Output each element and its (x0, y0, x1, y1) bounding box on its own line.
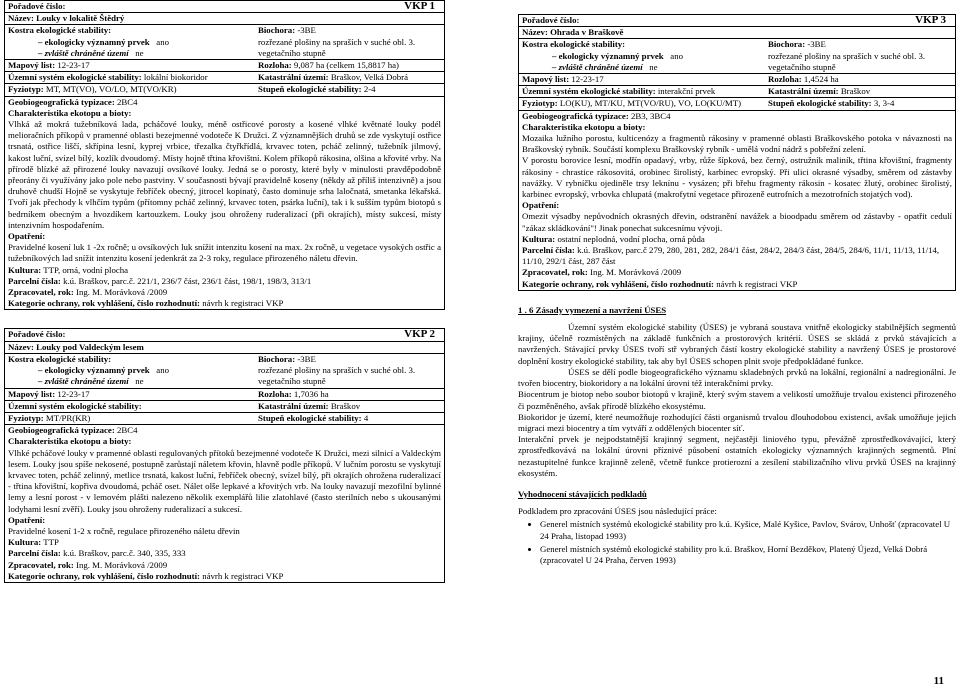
biochora-value: -3BE (297, 25, 316, 36)
section-paragraph-6: Podkladem pro zpracování ÚSES jsou následující práce: (518, 506, 717, 517)
prvek-value: ano (156, 365, 169, 376)
chranene-value: ne (649, 61, 658, 72)
label-geobio: Geobiogeografická typizace: (8, 425, 115, 436)
uses-value: lokální biokoridor (143, 72, 208, 83)
label-kat: Katastrální území: (258, 72, 329, 83)
label-nazev: Název: (522, 27, 548, 38)
prvek-value: ano (670, 50, 683, 61)
kultura-value: TTP (43, 537, 59, 548)
label-fyziotyp: Fyziotyp: (8, 84, 44, 95)
label-zpracovatel: Zpracovatel, rok: (8, 559, 74, 570)
geobio-row (519, 111, 955, 122)
section-paragraph-5: Interakční prvek je nejpodstatnější krajinný segment, nejčastěji liniového typu, převážně zprostředkovávající, který zprostředkovává na lokální úrovni příznivé působení ostatních ekologicky významných krajinných segmentů. Plní nezastupitelné funkce krajinně zeleně, včetně funkce protierozní a zesílení stabilizačního vlivu prvků ÚSES na krajinný ekosystém. (518, 434, 956, 478)
label-chranene: – zvláště chráněné území (38, 376, 129, 387)
uses-value: interakční prvek (657, 86, 716, 97)
label-prvek: – ekologicky významný prvek (552, 50, 664, 61)
fyziotyp-value: MT/PR(KR) (45, 412, 91, 423)
label-kultura: Kultura: (8, 264, 42, 275)
label-mapovy: Mapový list: (522, 74, 570, 85)
section-title: 1 . 6 Zásady vymezení a navržení ÚSES (518, 304, 667, 315)
rozloha-value: 1,7036 ha (293, 388, 329, 399)
nazev-value: Louky pod Valdeckým lesem (36, 341, 144, 352)
section-1-6 (518, 305, 956, 566)
mapovy-row (5, 389, 444, 401)
opatreni-text: Pravidelné kosení 1-2 x ročně, regulace přirozeného náletu dřevin (8, 525, 240, 536)
chranene-value: ne (135, 376, 144, 387)
geobio-value: 2B3, 3BC4 (630, 110, 671, 121)
source-list (534, 519, 956, 566)
rozloha-value: 1,4524 ha (803, 74, 839, 85)
parcelni-value: k.ú. Braškov, parc.č 279, 280, 281, 282, 284/1 část, 284/2, 284/3 část, 284/5, 284/6, 11/1, 11/13, 11/14, 11/10, 292/1 část, 287 část (522, 245, 940, 267)
section-paragraph-3: Biocentrum je biotop nebo soubor biotopů v krajině, který svým stavem a velikostí umožňuje trvalou existenci přirozeného či pozměněného, avšak přírodě blízkého ekosystému. (518, 389, 956, 411)
label-opatreni: Opatření: (8, 231, 46, 242)
parcelni-value: k.ú. Braškov, parc.č. 340, 335, 333 (63, 548, 186, 559)
kostra-block (5, 354, 444, 389)
label-kultura: Kultura: (8, 537, 42, 548)
vkp-card-1 (4, 0, 445, 310)
label-opatreni: Opatření: (8, 514, 46, 525)
zpracovatel-value: Ing. M. Morávková /2009 (590, 267, 682, 278)
section-paragraph-1: Územní systém ekologické stability (ÚSES) je vybraná soustava vnitřně ekologicky stabilnějších segmentů krajiny, účelně rozmístěných na základě funkčních a prostorových kritérií. ÚSES se skládá z prvků stávajících a navržených. Stávající prvky ÚSES tvoří stř vybraných částí kostry ekologické stability a navržený ÚSES je prostorové doplnění kostry ekologické stability, tak aby byl ÚSES schopen plnit svoje předpokládané funkce. (518, 322, 956, 366)
label-fyziotyp: Fyziotyp: (8, 412, 44, 423)
label-kostra: Kostra ekologické stability: (522, 39, 626, 50)
card-name (519, 27, 955, 39)
geobio-row (5, 97, 444, 108)
label-nazev: Název: (8, 341, 34, 352)
biochora-text: rozřezané plošiny na spraších v suché obl. 3. vegetačního stupně (768, 50, 926, 72)
prvek-value: ano (156, 36, 169, 47)
label-prvek: – ekologicky významný prvek (38, 36, 150, 47)
label-zpracovatel: Zpracovatel, rok: (8, 287, 74, 298)
label-fyziotyp: Fyziotyp: (522, 98, 558, 109)
kultura-value: ostatní neplodná, vodní plocha, orná půda (557, 233, 705, 244)
section-paragraph-2: ÚSES se dělí podle biogeografického významu skladebných prvků na lokální, regionální a nadregionální. Je tvořen biocentry, biokoridory a na lokální úrovni též interakčními prvky. (518, 366, 956, 389)
mapovy-row (5, 60, 444, 72)
uses-row (519, 86, 955, 98)
label-uses: Územní systém ekologické stability: (8, 400, 142, 411)
label-poradove: Pořadové číslo: (522, 15, 580, 25)
label-uses: Územní systém ekologické stability: (522, 86, 656, 97)
list-item: • Generel místních systémů ekologické stability pro k.ú. Kyšice, Malé Kyšice, Pavlov, Svárov, Unhošť (zpracovatel U 24 Praha, listopad 1993) (540, 519, 956, 541)
charakteristika-text: Mozaika lužního porostu, kulticenózy a fragmentů rákosiny v pramenné oblasti Braškovského potoka v návaznosti na Braškovský rybník. Součástí komplexu Braškovský rybník - umělá vodní nádrž s pobřežní zelení. (522, 133, 952, 155)
charakteristika-text: Vlhká až mokrá tužebníková lada, pcháčové louky, méně ostřicové porosty a kosené vlhké květnaté louky podél melioračních příkopů v pramenné oblasti bezejmenné vodoteče K Družci. Z významnějších druhů se zde vyskytují ostřice trsnatá, ostřice liščí, skřípina lesní, kyprej vrbice, třezalka čtyřkřídlá, krvavec toten, pcháč zelinný, tužebník jilmový, kakost luční, svízel bílý, kozlík dvoudomý. Místy hojně třtina křovištní. Kolem příkopů rákosina, olšina a křovité vrby. Na přírodě blízké až přirozené louky navazují ovsíkové louky. Jedná se o porosty, které byly v minulosti pravděpodobně přeorány či využívány jako pole nebo pastviny. V současnosti bývají pravidelně koseny (někdy až příliš intenzivně) a jsou druhově chudší Hojně se vyskytuje řebříček obecný, jitrocel kopinatý, často dominuje srha laločnatá, smetanka lékařská. Tvoří jak přechody k vlhčím typům (přítomny pcháč zelinný, krvavec toten, psárka luční), tak i k sušším typům biotopů s bedrníkem obecným a hvozdíkem kartouzkem. Louky jsou ohroženy ruderalizací (při okrajích), místy sukcesí, místy intenzivním hospodařením. (8, 119, 441, 230)
label-poradove: Pořadové číslo: (8, 1, 66, 11)
label-stupen: Stupeň ekologické stability: (258, 84, 362, 95)
mapovy-row (519, 74, 955, 86)
card-header (5, 329, 444, 341)
zpracovatel-value: Ing. M. Morávková /2009 (76, 559, 168, 570)
charakteristika-text-2: V porostu borovice lesní, modřín opadavý, vrby, růže šípková, bez černý, ostružník maliník, třtina křovištní, fragmenty rákosiny - chrastice rákosovitá, orobinec širolistý, karbinec evropský. Při ulici okrasné výsadby, směrem od zástavby navážky. V rybníčku ojediněle trsy leknínu - vysázen; při břehu fragmenty rákosin - kosatec žlutý, orobinec širolistý, karbinec evropský, vrbovka chlupatá (makrofytní vegetace přirozeně eutrofních a mezotrofních stojatých vod). (522, 155, 952, 200)
charakteristika-text: Vlhké pcháčové louky v pramenné oblasti regulovaných přítoků bezejmenné vodoteče K Družci, mezi silnicí a Valdeckým lesem. Louky jsou spíše nekosené, postupně zarůstají náletem křovin, hlavně podle příkopů. V lučním porostu se vyskytují krvavec toten, pcháč zelinný, metlice trsnatá, kakost luční, řebříček obecný, svízel bílý, při okrajích ohrožena ruderalizací - třtina křovištní, kopřiva dvoudomá, pcháč oset. Nálet olše lepkavé a křovitých vrb. Na louky navazují mezofilní bylinné lemy a lesní porost - v lemovém plášti nalezeno několik exemplářů lilie zlatohlavé (často sterilních nebo s ukousanými lodyhami lesní zvěří). Louky jsou ohroženy ruderalizací a sukcesí. (8, 447, 441, 514)
kostra-block (519, 39, 955, 74)
label-geobio: Geobiogeografická typizace: (8, 96, 115, 107)
mapovy-value: 12-23-17 (57, 60, 90, 71)
kategorie-value: návrh k registraci VKP (202, 298, 284, 309)
label-zpracovatel: Zpracovatel, rok: (522, 267, 588, 278)
label-kostra: Kostra ekologické stability: (8, 353, 112, 364)
label-uses: Územní systém ekologické stability: (8, 72, 142, 83)
label-prvek: – ekologicky významný prvek (38, 365, 150, 376)
page-number: 11 (933, 675, 944, 687)
label-geobio: Geobiogeografická typizace: (522, 110, 629, 121)
list-item: • Generel místních systémů ekologické stability pro k.ú. Braškov, Horní Bezděkov, Platený Újezd, Velká Dobrá (zpracovatel U 24 Praha, červen 1993) (540, 544, 956, 566)
label-parcelni: Parcelní čísla: (8, 275, 61, 286)
label-chranene: – zvláště chráněné území (552, 61, 643, 72)
geobio-value: 2BC4 (116, 425, 138, 436)
biochora-value: -3BE (297, 353, 316, 364)
fyziotyp-row (5, 413, 444, 425)
chranene-value: ne (135, 47, 144, 58)
kultura-value: TTP, orná, vodní plocha (43, 264, 129, 275)
nazev-value: Ohrada v Braškově (550, 27, 624, 38)
label-biochora: Biochora: (258, 353, 296, 364)
right-column (518, 14, 956, 568)
fyziotyp-row (5, 84, 444, 96)
fyziotyp-row (519, 98, 955, 110)
kat-value: Braškov (840, 86, 871, 97)
vkp-number: VKP 2 (404, 328, 435, 341)
subsection-title: Vyhodnocení stávajících podkladů (518, 488, 647, 499)
vkp-number: VKP 3 (915, 14, 946, 26)
geobio-row (5, 425, 444, 436)
kategorie-value: návrh k registraci VKP (202, 570, 284, 581)
opatreni-text: Omezit výsadby nepůvodních okrasných dřevin, odstranění navážek a bioodpadu směrem od zástavby - opatřit cedulí "zákaz skládkování"! Jinak ponechat sukcesnímu vývoji. (522, 211, 952, 233)
zpracovatel-value: Ing. M. Morávková /2009 (76, 287, 168, 298)
label-stupen: Stupeň ekologické stability: (258, 412, 362, 423)
nazev-value: Louky v lokalitě Štědrý (36, 13, 125, 24)
uses-row (5, 401, 444, 413)
left-column (4, 0, 445, 583)
label-rozloha: Rozloha: (258, 388, 292, 399)
rozloha-value: 9,087 ha (celkem 15,8817 ha) (293, 60, 399, 71)
label-parcelni: Parcelní čísla: (522, 245, 575, 256)
label-kat: Katastrální území: (768, 86, 839, 97)
label-biochora: Biochora: (768, 39, 806, 50)
label-rozloha: Rozloha: (768, 74, 802, 85)
card-header (519, 15, 955, 27)
kategorie-value: návrh k registraci VKP (716, 278, 798, 289)
opatreni-text: Pravidelné kosení luk 1 -2x ročně; u ovsíkových luk snížit intenzitu kosení na max. 2x ročně, u vegetace vysokých ostřic a tužebníkových lad snížit intenzitu kosení jedenkrát za 2-3 roky, regulace přirozeného náletu dřevin. (8, 242, 441, 264)
mapovy-value: 12-23-17 (57, 388, 90, 399)
label-rozloha: Rozloha: (258, 60, 292, 71)
fyziotyp-value: LO(KU), MT/KU, MT(VO/RU), VO, LO(KU/MT) (559, 98, 742, 109)
label-charakteristika: Charakteristika ekotopu a bioty: (522, 121, 646, 132)
biochora-value: -3BE (807, 39, 826, 50)
card-header (5, 1, 444, 13)
label-stupen: Stupeň ekologické stability: (768, 98, 872, 109)
vkp-card-3 (518, 14, 956, 291)
label-kostra: Kostra ekologické stability: (8, 25, 112, 36)
kat-value: Braškov (330, 400, 361, 411)
mapovy-value: 12-23-17 (571, 74, 604, 85)
label-poradove: Pořadové číslo: (8, 329, 66, 340)
kat-value: Braškov, Velká Dobrá (330, 72, 409, 83)
stupen-value: 2-4 (363, 84, 376, 95)
label-nazev: Název: (8, 13, 34, 24)
stupen-value: 4 (363, 412, 369, 423)
label-mapovy: Mapový list: (8, 60, 56, 71)
fyziotyp-value: MT, MT(VO), VO/LO, MT(VO/KR) (45, 84, 177, 95)
label-kultura: Kultura: (522, 233, 556, 244)
label-parcelni: Parcelní čísla: (8, 548, 61, 559)
label-kategorie: Kategorie ochrany, rok vyhlášení, číslo rozhodnutí: (8, 570, 200, 581)
vkp-number: VKP 1 (404, 0, 435, 12)
label-mapovy: Mapový list: (8, 388, 56, 399)
vkp-card-2 (4, 328, 445, 582)
biochora-text: rozřezané plošiny na spraších v suché obl. 3. vegetačního stupně (258, 365, 416, 387)
label-chranene: – zvláště chráněné území (38, 47, 129, 58)
section-paragraph-4: Biokoridor je území, které neumožňuje rozhodující části organismů trvalou dlouhodobou existenci, avšak umožňuje jejich migraci mezi biocentry a tím vytváří z oddělených biocenter síť. (518, 411, 956, 433)
label-kategorie: Kategorie ochrany, rok vyhlášení, číslo rozhodnutí: (522, 278, 714, 289)
uses-row (5, 72, 444, 84)
biochora-text: rozřezané plošiny na spraších v suché obl. 3. vegetačního stupně (258, 36, 416, 58)
label-charakteristika: Charakteristika ekotopu a bioty: (8, 107, 132, 118)
label-kat: Katastrální území: (258, 400, 329, 411)
stupen-value: 3, 3-4 (873, 98, 895, 109)
parcelni-value: k.ú. Braškov, parc.č. 221/1, 236/7 část, 236/1 část, 198/1, 198/3, 313/1 (63, 275, 312, 286)
label-biochora: Biochora: (258, 25, 296, 36)
label-kategorie: Kategorie ochrany, rok vyhlášení, číslo rozhodnutí: (8, 298, 200, 309)
geobio-value: 2BC4 (116, 96, 138, 107)
kostra-block (5, 25, 444, 60)
label-charakteristika: Charakteristika ekotopu a bioty: (8, 436, 132, 447)
card-name (5, 13, 444, 25)
card-name (5, 342, 444, 354)
label-opatreni: Opatření: (522, 200, 560, 211)
